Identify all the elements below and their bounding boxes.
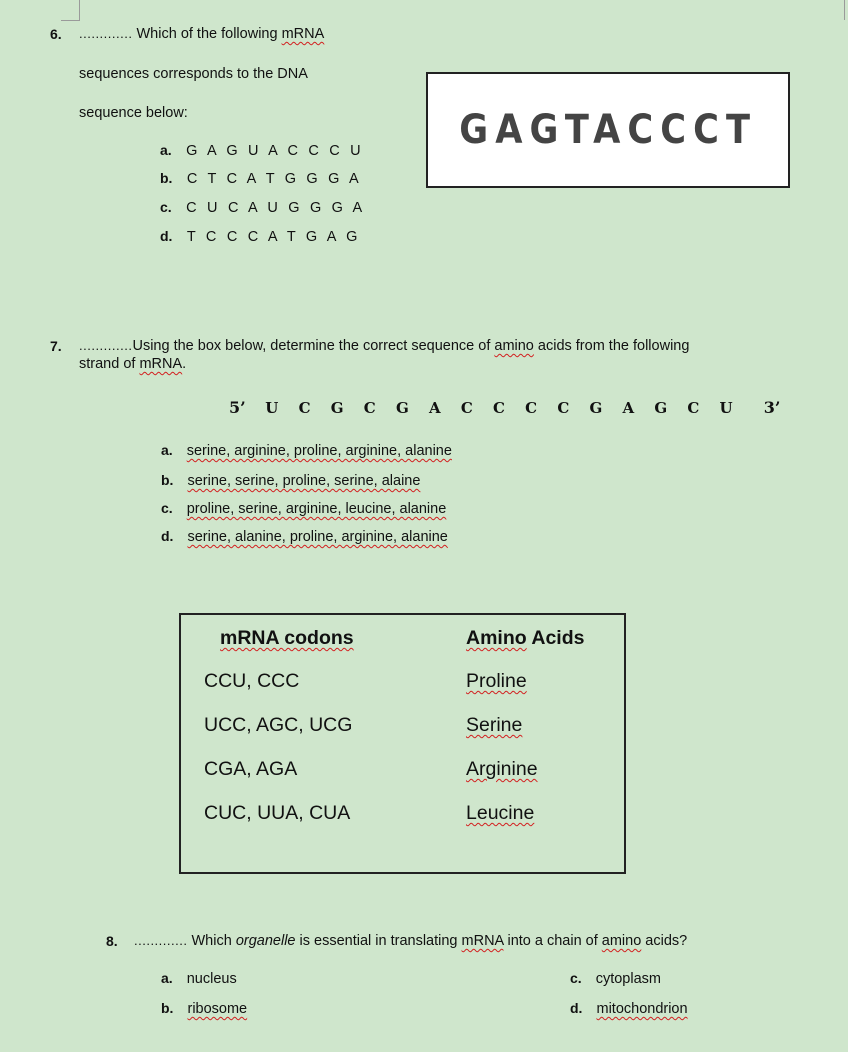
amino-cell-text: Proline (466, 670, 527, 692)
spellcheck-word: mRNA (281, 26, 325, 42)
spellcheck-word: amino (494, 338, 534, 354)
q8-option-d[interactable] (570, 1000, 688, 1017)
question-text: Which (191, 933, 236, 949)
option-letter: a. (161, 442, 173, 458)
option-text: G A G U A C C C U (186, 143, 364, 159)
question-7-line1 (79, 338, 819, 354)
question-number: 6. (50, 26, 62, 42)
amino-header-rest: Acids (526, 627, 585, 649)
option-letter: c. (570, 970, 582, 986)
question-8-header (106, 933, 118, 951)
option-letter: d. (161, 528, 174, 544)
strand-bases: U C G C G A C C C C G A G C U (265, 399, 741, 417)
three-prime-label: 3’ (763, 398, 781, 417)
option-text: serine, serine, proline, serine, alaine (187, 473, 421, 489)
amino-cell-text: Arginine (466, 758, 538, 780)
option-text: ribosome (187, 1001, 248, 1017)
mrna-strand (229, 398, 780, 417)
amino-cell-text: Serine (466, 714, 523, 736)
q6-option-c[interactable] (160, 199, 365, 217)
option-text: serine, arginine, proline, arginine, alanine (186, 443, 452, 459)
codon-cell: UCC, AGC, UCG (204, 714, 353, 736)
option-text: C T C A T G G G A (186, 171, 362, 187)
dna-sequence: GAGTACCCT (459, 107, 757, 153)
answer-blank: ............. (79, 338, 133, 353)
margin-corner-left (61, 0, 80, 21)
option-letter: d. (570, 1000, 583, 1016)
period: . (182, 356, 187, 372)
option-text: nucleus (186, 971, 237, 987)
codon-cell: CGA, AGA (204, 758, 298, 780)
q6-option-d[interactable] (160, 228, 361, 246)
q7-option-a[interactable] (161, 442, 452, 459)
question-6-line2: sequences corresponds to the DNA (79, 66, 308, 82)
q6-option-b[interactable] (160, 170, 362, 188)
codon-cell: CUC, UUA, CUA (204, 802, 351, 824)
codon-header-text: mRNA codons (220, 627, 354, 649)
question-number: 8. (106, 933, 118, 949)
spellcheck-word: amino (601, 933, 642, 949)
amino-header-word: Amino (466, 627, 527, 649)
question-number: 7. (50, 338, 62, 354)
answer-blank: ............. (79, 26, 133, 41)
option-text: cytoplasm (595, 971, 661, 987)
spellcheck-word: mRNA (461, 933, 504, 949)
codon-header (220, 627, 354, 650)
option-letter: b. (161, 472, 174, 488)
question-text-end: acids? (641, 933, 688, 949)
q6-option-a[interactable] (160, 142, 364, 160)
codon-table (179, 613, 626, 874)
option-letter: c. (161, 500, 173, 516)
q8-option-c[interactable] (570, 970, 661, 987)
amino-header (466, 627, 584, 650)
q7-option-b[interactable] (161, 472, 420, 489)
spellcheck-word: mRNA (139, 356, 183, 372)
option-letter: a. (161, 970, 173, 986)
question-6-line3: sequence below: (79, 105, 188, 121)
amino-cell (466, 802, 534, 825)
question-text: strand of (79, 356, 140, 372)
option-text: mitochondrion (596, 1001, 688, 1017)
question-text-end: acids from the following (533, 338, 690, 354)
q8-option-b[interactable] (161, 1000, 247, 1017)
q8-option-a[interactable] (161, 970, 237, 987)
option-text: proline, serine, arginine, leucine, alanine (186, 501, 447, 517)
option-letter: b. (160, 170, 173, 186)
question-6-line1 (79, 26, 324, 42)
amino-cell (466, 670, 527, 693)
option-letter: b. (161, 1000, 174, 1016)
option-text: C U C A U G G G A (186, 200, 366, 216)
option-letter: d. (160, 228, 173, 244)
amino-cell-text: Leucine (466, 802, 535, 824)
margin-corner-right (844, 0, 848, 20)
question-7-header (50, 338, 62, 356)
amino-cell (466, 758, 538, 781)
dna-sequence-box (426, 72, 790, 188)
question-text-mid: is essential in translating (295, 933, 462, 949)
q7-option-d[interactable] (161, 528, 448, 545)
option-text: serine, alanine, proline, arginine, alanine (187, 529, 448, 545)
question-7-line2 (79, 356, 186, 372)
question-8-line (134, 933, 687, 949)
amino-cell (466, 714, 522, 737)
question-text-mid2: into a chain of (503, 933, 602, 949)
question-text: Using the box below, determine the correct sequence of (132, 338, 495, 354)
option-letter: c. (160, 199, 172, 215)
option-text: T C C C A T G A G (186, 229, 361, 245)
question-6-header (50, 26, 62, 44)
q7-option-c[interactable] (161, 500, 446, 517)
question-italic-word: organelle (235, 933, 296, 949)
five-prime-label: 5’ (229, 398, 246, 417)
codon-cell: CCU, CCC (204, 670, 300, 692)
option-letter: a. (160, 142, 172, 158)
question-text: Which of the following (136, 26, 282, 42)
answer-blank: ............. (134, 933, 188, 948)
